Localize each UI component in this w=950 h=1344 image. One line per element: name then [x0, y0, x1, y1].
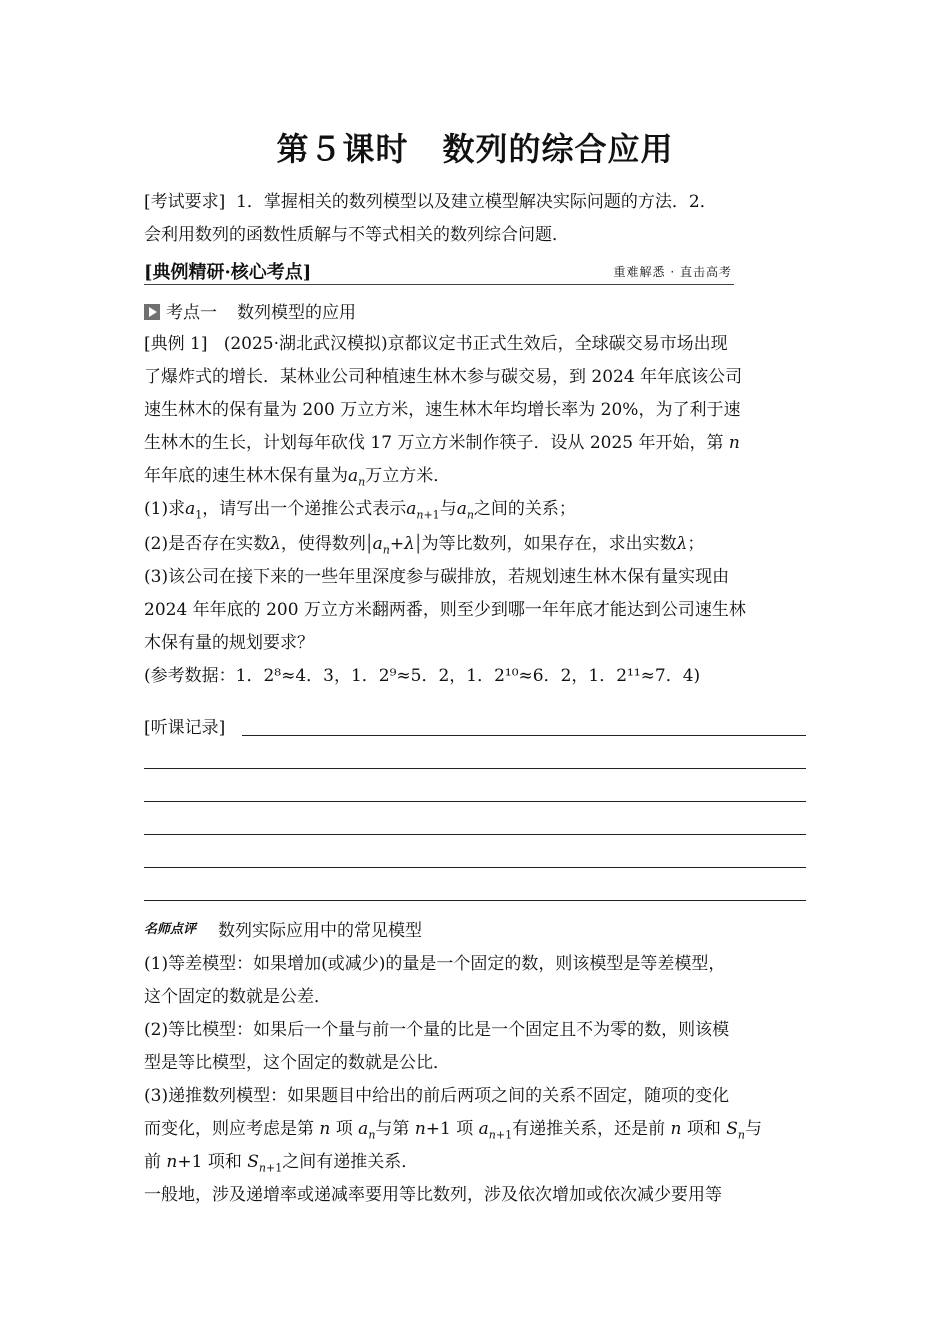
m3l2-a: 而变化，则应考虑是第: [144, 1119, 314, 1139]
example-1: [144, 328, 808, 693]
exam-requirements: [144, 186, 808, 252]
var-a: a: [348, 466, 359, 486]
sub-n: n: [358, 475, 366, 489]
m3l2-g: 与: [745, 1119, 763, 1139]
notes-label: [144, 712, 808, 745]
requirements-line-2: 会利用数列的函数性质解与不等式相关的数列综合问题．: [144, 225, 569, 245]
m3l2-b: 项: [335, 1119, 353, 1139]
notes-label-text: [听课记录]: [144, 718, 226, 738]
summary-line: 一般地，涉及递增率或递减率要用等比数列，涉及依次增加或依次减少要用等: [144, 1185, 722, 1205]
model-3-line-2: 而变化，则应考虑是第 n 项 $a_n$与第 n+1 项 $a_{n+1}$有递推关系，还是前 n 项和 $S_n$与: [144, 1119, 763, 1142]
section-header: [144, 258, 734, 285]
q1-and: 与: [439, 499, 457, 519]
lesson-number: 第５课时: [276, 130, 409, 168]
m3l2-e: 有递推关系，还是前: [512, 1119, 666, 1139]
question-3-line-1: (3)该公司在接下来的一些年里深度参与碳排放，若规划速生林木保有量实现由: [144, 567, 730, 587]
question-1: (1)求$a_1$，请写出一个递推公式表示$a_{n+1}$与$a_n$之间的关系；: [144, 499, 576, 522]
notes-line[interactable]: [144, 900, 806, 901]
example-source: (2025·湖北武汉模拟): [223, 334, 388, 354]
model-1-line-2: 这个固定的数就是公差．: [144, 987, 331, 1007]
question-2: (2)是否存在实数λ，使得数列$|a_n+\lambda|$为等比数列，如果存在，求出实数λ；: [144, 530, 705, 557]
section-title: [典例精研·核心考点]: [144, 262, 312, 283]
notes-line[interactable]: [144, 867, 806, 868]
m3l2-f: 项和: [686, 1119, 721, 1139]
q2-mid: ，使得数列: [280, 534, 366, 554]
m3l3-a: 前: [144, 1152, 161, 1172]
model-3-line-3: 前 n+1 项和 $S_{n+1}$之间有递推关系．: [144, 1152, 419, 1175]
question-3-line-3: 木保有量的规划要求？: [144, 633, 314, 653]
model-2-line-1: (2)等比模型：如果后一个量与前一个量的比是一个固定且不为零的数，则该模: [144, 1020, 730, 1040]
lesson-topic: 数列的综合应用: [442, 130, 674, 168]
q2-post2: ；: [687, 534, 705, 554]
example-label: [典例 1]: [144, 334, 208, 354]
q1-post: 之间的关系；: [473, 499, 576, 519]
var-n: n: [728, 433, 740, 453]
reference-data: (参考数据：1．2⁸≈4．3，1．2⁹≈5．2，1．2¹⁰≈6．2，1．2¹¹≈7．4): [144, 666, 701, 686]
example-line-5-post: 万立方米．: [365, 466, 451, 486]
page-title: [0, 124, 950, 170]
example-line-4: 生林木的生长，计划每年砍伐 17 万立方米制作筷子．设从 2025 年开始，第: [144, 433, 724, 453]
notes-line[interactable]: [242, 735, 806, 736]
requirements-line-1: 1．掌握相关的数列模型以及建立模型解决实际问题的方法．2．: [236, 192, 717, 212]
question-3-line-2: 2024 年年底的 200 万立方米翻两番，则至少到哪一年年底才能达到公司速生林: [144, 600, 746, 620]
teacher-comment-tag: 名师点评: [144, 922, 197, 937]
m3l2-c: 与第: [375, 1119, 410, 1139]
q1-mid: ，请写出一个递推公式表示: [202, 499, 407, 519]
q1-pre: (1)求: [144, 499, 186, 519]
example-line-5-pre: 年年底的速生林木保有量为: [144, 466, 348, 486]
model-3-line-1: (3)递推数列模型：如果题目中给出的前后两项之间的关系不固定，随项的变化: [144, 1086, 730, 1106]
q2-post1: 为等比数列，如果存在，求出实数: [421, 534, 677, 554]
teacher-comment-title: 数列实际应用中的常见模型: [218, 921, 423, 941]
play-icon: [144, 304, 160, 320]
q2-pre: (2)是否存在实数: [144, 534, 271, 554]
point-title: 数列模型的应用: [237, 303, 356, 323]
teacher-comment-heading: [144, 916, 422, 941]
notes-line[interactable]: [144, 768, 806, 769]
example-line-1: 京都议定书正式生效后，全球碳交易市场出现: [387, 334, 728, 354]
notes-line[interactable]: [144, 801, 806, 802]
model-2-line-2: 型是等比模型，这个固定的数就是公比．: [144, 1053, 450, 1073]
point-heading: [144, 298, 356, 323]
model-1-line-1: (1)等差模型：如果增加(或减少)的量是一个固定的数，则该模型是等差模型，: [144, 954, 726, 974]
m3l3-b: +1 项和: [177, 1152, 242, 1172]
requirements-label: [考试要求]: [144, 192, 226, 212]
section-subtitle: 重难解悉 · 直击高考: [613, 265, 732, 279]
m3l3-c: 之间有递推关系．: [282, 1152, 419, 1172]
m3l2-d: +1 项: [425, 1119, 474, 1139]
example-line-2: 了爆炸式的增长．某林业公司种植速生林木参与碳交易，到 2024 年年底该公司: [144, 367, 743, 387]
point-label: 考点一: [166, 303, 217, 323]
example-line-3: 速生林木的保有量为 200 万立方米，速生林木年均增长率为 20%，为了利于速: [144, 400, 741, 420]
teacher-comment-body: [144, 948, 808, 1212]
notes-line[interactable]: [144, 834, 806, 835]
